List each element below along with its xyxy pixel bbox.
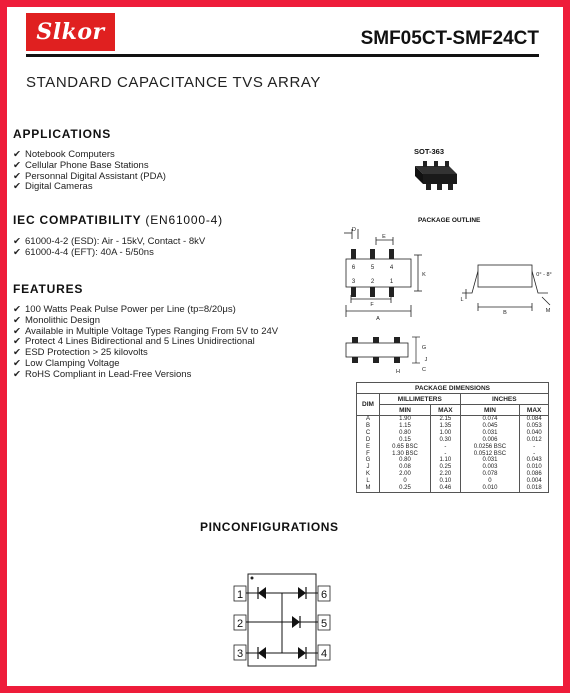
pin-config-diagram — [226, 570, 336, 670]
check-icon: ✔ — [13, 170, 21, 182]
top-pin-label-1: 6 — [351, 265, 356, 271]
table-cell: 0.086 — [520, 471, 549, 478]
table-cell: 0.15 — [380, 437, 431, 444]
brand-logo — [26, 13, 115, 51]
table-row — [357, 430, 549, 437]
table-cell: 0.040 — [520, 430, 549, 437]
table-row — [357, 423, 549, 430]
table-cell: 0.031 — [460, 457, 520, 464]
dim-j-label: J — [424, 357, 428, 363]
iec-item-text: 61000-4-2 (ESD): Air - 15kV, Contact - 8kV — [25, 236, 206, 247]
table-cell: 0.053 — [520, 423, 549, 430]
table-cell: 2.20 — [431, 471, 461, 478]
table-cell: 0.0512 BSC — [460, 451, 520, 458]
dim-angle-label: 0° - 8° — [536, 272, 552, 278]
iec-item — [13, 248, 205, 259]
iec-standard: (EN61000-4) — [145, 213, 223, 227]
table-cell: 0.004 — [520, 478, 549, 485]
table-cell: E — [357, 444, 380, 451]
logo-text: Slkor — [36, 19, 105, 45]
table-row — [357, 478, 549, 485]
table-row — [357, 457, 549, 464]
table-row — [357, 444, 549, 451]
table-cell: 0.25 — [431, 464, 461, 471]
table-row — [357, 485, 549, 492]
bottom-pin-label-3: 1 — [389, 279, 394, 285]
col-dim: DIM — [357, 394, 380, 416]
table-row — [357, 451, 549, 458]
table-cell: - — [431, 451, 461, 458]
table-title: PACKAGE DIMENSIONS — [357, 383, 549, 394]
application-item-text: Digital Cameras — [25, 181, 93, 193]
bottom-pin-label-1: 3 — [351, 279, 356, 285]
package-outline-end-view — [336, 333, 436, 375]
table-cell: J — [357, 464, 380, 471]
table-cell: 0.65 BSC — [380, 444, 431, 451]
pin-4-label: 4 — [320, 648, 328, 660]
check-icon: ✔ — [13, 181, 21, 193]
check-icon: ✔ — [13, 325, 21, 337]
iec-list — [13, 237, 205, 259]
table-cell: 0.006 — [460, 437, 520, 444]
pin-config-title: PINCONFIGURATIONS — [200, 520, 339, 534]
table-cell: 0.043 — [520, 457, 549, 464]
table-cell: 0.084 — [520, 416, 549, 423]
document-subtitle: STANDARD CAPACITANCE TVS ARRAY — [26, 74, 321, 91]
dim-h-label: H — [396, 369, 400, 375]
iec-item-text: 61000-4-4 (EFT): 40A - 5/50ns — [25, 246, 154, 258]
features-list — [13, 305, 278, 381]
applications-list — [13, 150, 166, 193]
dim-e-label: E — [382, 234, 386, 240]
top-pin-label-2: 5 — [370, 265, 375, 271]
table-cell: 0.031 — [460, 430, 520, 437]
table-cell: D — [357, 437, 380, 444]
table-cell: 1.10 — [431, 457, 461, 464]
iec-heading-text: IEC COMPATIBILITY — [13, 213, 142, 227]
table-cell: 0.25 — [380, 485, 431, 492]
package-dimensions-table — [356, 382, 549, 493]
table-cell: - — [520, 444, 549, 451]
table-cell: 0.012 — [520, 437, 549, 444]
package-outline-label: PACKAGE OUTLINE — [418, 217, 481, 224]
feature-item — [13, 370, 278, 381]
table-cell: 0.80 — [380, 430, 431, 437]
application-item-text: Notebook Computers — [25, 149, 115, 160]
table-cell: 2.00 — [380, 471, 431, 478]
table-cell: M — [357, 485, 380, 492]
dim-l-label: L — [460, 297, 464, 303]
check-icon: ✔ — [13, 314, 21, 326]
feature-item-text: RoHS Compliant in Lead-Free Versions — [25, 368, 192, 380]
feature-item-text: ESD Protection > 25 kilovolts — [25, 347, 148, 359]
table-cell: 0.003 — [460, 464, 520, 471]
check-icon: ✔ — [13, 236, 21, 247]
table-cell: 2.15 — [431, 416, 461, 423]
dim-c-label: C — [422, 367, 426, 373]
check-icon: ✔ — [13, 149, 21, 160]
pin-5-label: 5 — [320, 618, 328, 630]
table-row — [357, 464, 549, 471]
col-mm-min: MIN — [380, 405, 431, 416]
table-cell: 0.46 — [431, 485, 461, 492]
table-cell: A — [357, 416, 380, 423]
table-cell: 0.80 — [380, 457, 431, 464]
feature-item-text: 100 Watts Peak Pulse Power per Line (tp=8/20μs) — [25, 304, 236, 315]
dim-m-label: M — [545, 308, 551, 314]
table-cell: 1.35 — [431, 423, 461, 430]
table-cell: 0.10 — [431, 478, 461, 485]
feature-item-text: Available in Multiple Voltage Types Ranging From 5V to 24V — [25, 325, 279, 337]
check-icon: ✔ — [13, 347, 21, 359]
table-cell: K — [357, 471, 380, 478]
table-row — [357, 471, 549, 478]
feature-item-text: Protect 4 Lines Bidirectional and 5 Lines Unidirectional — [25, 336, 255, 348]
table-cell: L — [357, 478, 380, 485]
table-cell: 0.010 — [460, 485, 520, 492]
package-3d-drawing — [405, 158, 465, 193]
table-cell: 0.30 — [431, 437, 461, 444]
dim-d-label: D — [352, 227, 356, 233]
table-cell: 0.074 — [460, 416, 520, 423]
pin-2-label: 2 — [236, 618, 244, 630]
check-icon: ✔ — [13, 368, 21, 380]
package-name: SOT-363 — [414, 147, 445, 156]
table-cell: 0.010 — [520, 464, 549, 471]
dim-a-label: A — [376, 316, 380, 322]
group-inches: INCHES — [460, 394, 548, 405]
table-cell: 1.00 — [431, 430, 461, 437]
check-icon: ✔ — [13, 159, 21, 171]
check-icon: ✔ — [13, 336, 21, 348]
applications-heading: APPLICATIONS — [13, 127, 112, 141]
table-cell: 0 — [380, 478, 431, 485]
pin-3-label: 3 — [236, 648, 244, 660]
document-title: SMF05CT-SMF24CT — [360, 28, 539, 49]
pin-6-label: 6 — [320, 589, 328, 601]
table-cell: 0.08 — [380, 464, 431, 471]
table-cell: 0.045 — [460, 423, 520, 430]
header-rule — [26, 54, 539, 57]
dim-k-label: K — [422, 272, 426, 278]
table-cell: F — [357, 451, 380, 458]
application-item-text: Personnal Digital Assistant (PDA) — [25, 170, 166, 182]
table-cell: - — [431, 444, 461, 451]
table-cell: C — [357, 430, 380, 437]
bottom-pin-label-2: 2 — [370, 279, 375, 285]
table-row — [357, 416, 549, 423]
dim-g-label: G — [421, 345, 427, 351]
col-mm-max: MAX — [431, 405, 461, 416]
feature-item-text: Monolithic Design — [25, 314, 100, 326]
pin-1-label: 1 — [236, 589, 244, 601]
table-cell: - — [520, 451, 549, 458]
table-cell: 0.0256 BSC — [460, 444, 520, 451]
table-row — [357, 437, 549, 444]
table-cell: 1.15 — [380, 423, 431, 430]
table-cell: 1.30 BSC — [380, 451, 431, 458]
application-item — [13, 182, 166, 193]
feature-item-text: Low Clamping Voltage — [25, 357, 120, 369]
package-outline-top-view — [336, 225, 436, 330]
col-in-min: MIN — [460, 405, 520, 416]
check-icon: ✔ — [13, 246, 21, 258]
check-icon: ✔ — [13, 304, 21, 315]
application-item-text: Cellular Phone Base Stations — [25, 159, 149, 171]
col-in-max: MAX — [520, 405, 549, 416]
package-outline-side-view — [458, 257, 558, 317]
dim-b-label: B — [503, 310, 507, 316]
top-pin-label-3: 4 — [389, 265, 394, 271]
table-cell: 1.90 — [380, 416, 431, 423]
table-cell: 0.018 — [520, 485, 549, 492]
iec-heading — [13, 213, 223, 227]
dimensions-body — [357, 416, 549, 493]
table-cell: 0 — [460, 478, 520, 485]
table-cell: B — [357, 423, 380, 430]
check-icon: ✔ — [13, 357, 21, 369]
dim-f-label: F — [370, 302, 374, 308]
table-cell: G — [357, 457, 380, 464]
table-cell: 0.078 — [460, 471, 520, 478]
group-millimeters: MILLIMETERS — [380, 394, 461, 405]
features-heading: FEATURES — [13, 282, 84, 296]
